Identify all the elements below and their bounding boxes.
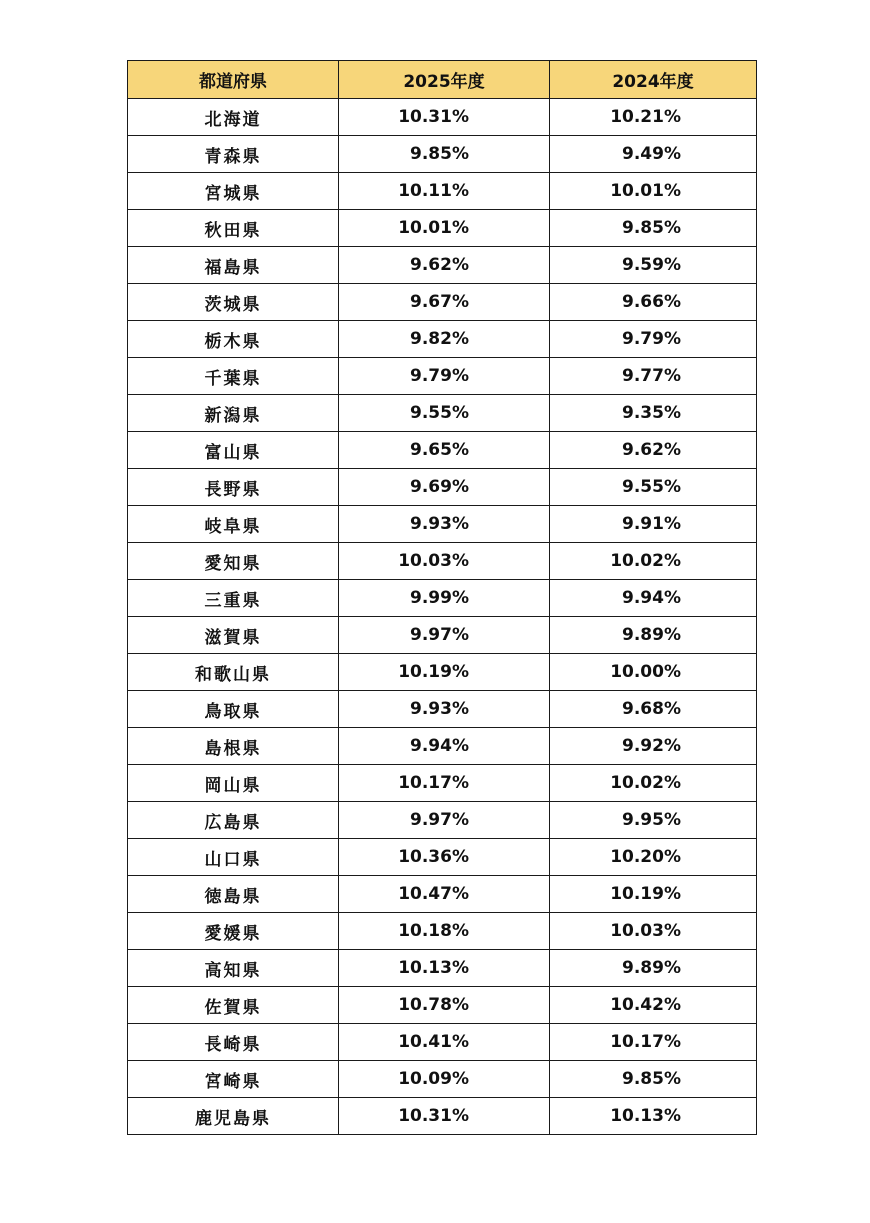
rate-2024-cell: 9.68%: [550, 691, 757, 728]
rate-2024-cell: 10.02%: [550, 543, 757, 580]
rate-2025-cell: 9.65%: [339, 432, 550, 469]
rate-2025-cell: 10.31%: [339, 99, 550, 136]
rate-2024-cell: 9.55%: [550, 469, 757, 506]
table-row: [128, 395, 757, 432]
rate-2025-cell: 10.17%: [339, 765, 550, 802]
table-row: [128, 617, 757, 654]
rate-2025-cell: 10.13%: [339, 950, 550, 987]
prefecture-cell: 和歌山県: [128, 654, 339, 691]
rate-2024-cell: 9.66%: [550, 284, 757, 321]
table-row: [128, 1024, 757, 1061]
table-header: [128, 61, 757, 99]
rate-2025-cell: 10.36%: [339, 839, 550, 876]
rate-2024-cell: 10.19%: [550, 876, 757, 913]
prefecture-cell: 北海道: [128, 99, 339, 136]
table-row: [128, 876, 757, 913]
prefecture-cell: 佐賀県: [128, 987, 339, 1024]
table-row: [128, 765, 757, 802]
prefecture-cell: 福島県: [128, 247, 339, 284]
rate-2024-cell: 9.92%: [550, 728, 757, 765]
rate-2024-cell: 9.95%: [550, 802, 757, 839]
table-row: [128, 358, 757, 395]
prefecture-cell: 愛媛県: [128, 913, 339, 950]
table-row: [128, 136, 757, 173]
prefecture-cell: 鹿児島県: [128, 1098, 339, 1135]
table-row: [128, 691, 757, 728]
prefecture-cell: 長野県: [128, 469, 339, 506]
rate-2025-cell: 9.94%: [339, 728, 550, 765]
rate-2024-cell: 10.42%: [550, 987, 757, 1024]
prefecture-cell: 秋田県: [128, 210, 339, 247]
prefecture-cell: 広島県: [128, 802, 339, 839]
rate-2025-cell: 9.67%: [339, 284, 550, 321]
table-row: [128, 247, 757, 284]
rate-2024-cell: 9.35%: [550, 395, 757, 432]
rate-2024-cell: 9.89%: [550, 617, 757, 654]
header-2025: 2025年度: [339, 61, 550, 99]
table-row: [128, 506, 757, 543]
rate-2025-cell: 10.03%: [339, 543, 550, 580]
rate-table: [127, 60, 757, 1135]
rate-2025-cell: 9.69%: [339, 469, 550, 506]
rate-2025-cell: 9.97%: [339, 617, 550, 654]
table-row: [128, 284, 757, 321]
rate-2024-cell: 10.21%: [550, 99, 757, 136]
prefecture-cell: 宮城県: [128, 173, 339, 210]
prefecture-cell: 富山県: [128, 432, 339, 469]
table-row: [128, 580, 757, 617]
table-row: [128, 950, 757, 987]
table-body: [128, 99, 757, 1135]
table-row: [128, 321, 757, 358]
header-prefecture: 都道府県: [128, 61, 339, 99]
table-row: [128, 839, 757, 876]
rate-2025-cell: 10.18%: [339, 913, 550, 950]
rate-2024-cell: 9.79%: [550, 321, 757, 358]
table-row: [128, 1061, 757, 1098]
prefecture-cell: 徳島県: [128, 876, 339, 913]
rate-2024-cell: 9.59%: [550, 247, 757, 284]
rate-2024-cell: 9.94%: [550, 580, 757, 617]
prefecture-cell: 愛知県: [128, 543, 339, 580]
rate-2024-cell: 10.20%: [550, 839, 757, 876]
rate-2025-cell: 9.79%: [339, 358, 550, 395]
rate-2024-cell: 9.89%: [550, 950, 757, 987]
prefecture-cell: 島根県: [128, 728, 339, 765]
rate-2025-cell: 10.19%: [339, 654, 550, 691]
prefecture-cell: 茨城県: [128, 284, 339, 321]
rate-2024-cell: 9.62%: [550, 432, 757, 469]
rate-2024-cell: 10.03%: [550, 913, 757, 950]
table-row: [128, 802, 757, 839]
table-row: [128, 728, 757, 765]
rate-2025-cell: 9.55%: [339, 395, 550, 432]
rate-2025-cell: 10.78%: [339, 987, 550, 1024]
rate-2025-cell: 9.62%: [339, 247, 550, 284]
rate-2024-cell: 9.85%: [550, 1061, 757, 1098]
table-row: [128, 543, 757, 580]
rate-2024-cell: 9.91%: [550, 506, 757, 543]
prefecture-cell: 三重県: [128, 580, 339, 617]
table-row: [128, 1098, 757, 1135]
table-row: [128, 913, 757, 950]
rate-2025-cell: 10.41%: [339, 1024, 550, 1061]
prefecture-cell: 岐阜県: [128, 506, 339, 543]
rate-2024-cell: 9.85%: [550, 210, 757, 247]
rate-2025-cell: 10.01%: [339, 210, 550, 247]
prefecture-cell: 千葉県: [128, 358, 339, 395]
rate-2024-cell: 10.01%: [550, 173, 757, 210]
prefecture-cell: 鳥取県: [128, 691, 339, 728]
rate-2025-cell: 10.11%: [339, 173, 550, 210]
table-row: [128, 469, 757, 506]
rate-2025-cell: 9.99%: [339, 580, 550, 617]
rate-2025-cell: 9.93%: [339, 691, 550, 728]
rate-2025-cell: 9.93%: [339, 506, 550, 543]
rate-2025-cell: 9.85%: [339, 136, 550, 173]
table-row: [128, 987, 757, 1024]
prefecture-cell: 宮崎県: [128, 1061, 339, 1098]
prefecture-cell: 栃木県: [128, 321, 339, 358]
prefecture-cell: 滋賀県: [128, 617, 339, 654]
rate-2024-cell: 10.00%: [550, 654, 757, 691]
prefecture-cell: 長崎県: [128, 1024, 339, 1061]
table-row: [128, 210, 757, 247]
table-row: [128, 99, 757, 136]
rate-2025-cell: 9.82%: [339, 321, 550, 358]
prefecture-cell: 高知県: [128, 950, 339, 987]
prefecture-cell: 新潟県: [128, 395, 339, 432]
header-2024: 2024年度: [550, 61, 757, 99]
prefecture-cell: 山口県: [128, 839, 339, 876]
table-row: [128, 654, 757, 691]
rate-2024-cell: 9.77%: [550, 358, 757, 395]
rate-2024-cell: 10.17%: [550, 1024, 757, 1061]
header-row: [128, 61, 757, 99]
rate-2024-cell: 9.49%: [550, 136, 757, 173]
rate-2024-cell: 10.13%: [550, 1098, 757, 1135]
prefecture-cell: 青森県: [128, 136, 339, 173]
table-row: [128, 432, 757, 469]
prefecture-cell: 岡山県: [128, 765, 339, 802]
rate-2025-cell: 10.47%: [339, 876, 550, 913]
rate-2025-cell: 9.97%: [339, 802, 550, 839]
rate-2024-cell: 10.02%: [550, 765, 757, 802]
rate-2025-cell: 10.31%: [339, 1098, 550, 1135]
table-row: [128, 173, 757, 210]
rate-2025-cell: 10.09%: [339, 1061, 550, 1098]
